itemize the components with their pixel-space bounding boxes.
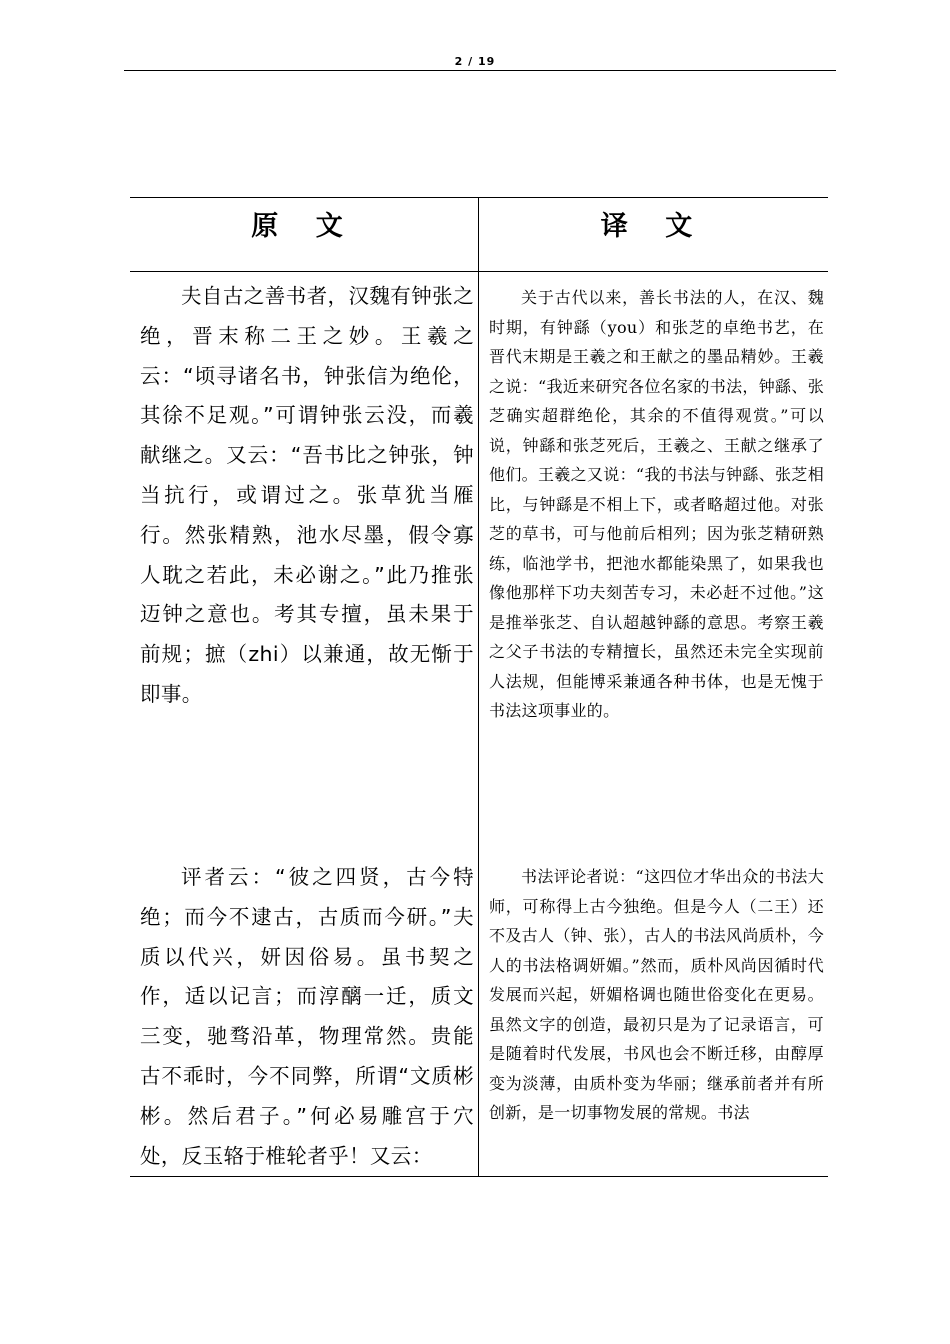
parallel-text-table <box>130 197 828 1177</box>
original-cell <box>130 272 479 849</box>
header-original: 原 文 <box>130 198 479 272</box>
original-text: 评者云：“彼之四贤，古今特绝；而今不逮古，古质而今研。”夫质以代兴，妍因俗易。虽书契之作，适以记言；而淳醨一迁，质文三变，驰骛沿革，物理常然。贵能古不乖时，今不同弊，所谓“文质彬彬。然后君子。”何必易雕宫于穴处，反玉辂于椎轮者乎！又云： <box>140 865 474 1168</box>
header-translation: 译 文 <box>479 198 829 272</box>
table-row <box>130 272 828 849</box>
translation-cell <box>479 848 829 1177</box>
translation-text: 书法评论者说：“这四位才华出众的书法大师，可称得上古今独绝。但是今人（二王）还不及古人（钟、张），古人的书法风尚质朴，今人的书法格调妍媚。”然而，质朴风尚因循时代发展而兴起，妍媚格调也随世俗变化在更易。虽然文字的创造，最初只是为了记录语言，可是随着时代发展，书风也会不断迁移，由醇厚变为淡薄，由质朴变为华丽；继承前者并有所创新，是一切事物发展的常规。书法 <box>489 867 824 1122</box>
table-row <box>130 848 828 1177</box>
header-rule <box>124 70 836 71</box>
translation-text: 关于古代以来，善长书法的人，在汉、魏时期，有钟繇（you）和张芝的卓绝书艺，在晋代末期是王羲之和王献之的墨品精妙。王羲之说：“我近来研究各位名家的书法，钟繇、张芝确实超群绝伦，其余的不值得观赏。”可以说，钟繇和张芝死后，王羲之、王献之继承了他们。王羲之又说：“我的书法与钟繇、张芝相比，与钟繇是不相上下，或者略超过他。对张芝的草书，可与他前后相列；因为张芝精研熟练，临池学书，把池水都能染黑了，如果我也像他那样下功夫刻苦专习，未必赶不过他。”这是推举张芝、自认超越钟繇的意思。考察王羲之父子书法的专精擅长，虽然还未完全实现前人法规，但能博采兼通各种书体，也是无愧于书法这项事业的。 <box>489 288 824 720</box>
original-cell <box>130 848 479 1177</box>
original-text: 夫自古之善书者，汉魏有钟张之绝，晋末称二王之妙。王羲之云：“顷寻诸名书，钟张信为绝伦，其徐不足观。”可谓钟张云没，而羲献继之。又云：“吾书比之钟张，钟当抗行，或谓过之。张草犹当雁行。然张精熟，池水尽墨，假令寡人耽之若此，未必谢之。”此乃推张迈钟之意也。考其专擅，虽未果于前规；摭（zhi）以兼通，故无惭于即事。 <box>140 284 474 706</box>
table-header-row <box>130 198 828 272</box>
translation-cell <box>479 272 829 849</box>
page-number: 2 / 19 <box>454 55 496 68</box>
